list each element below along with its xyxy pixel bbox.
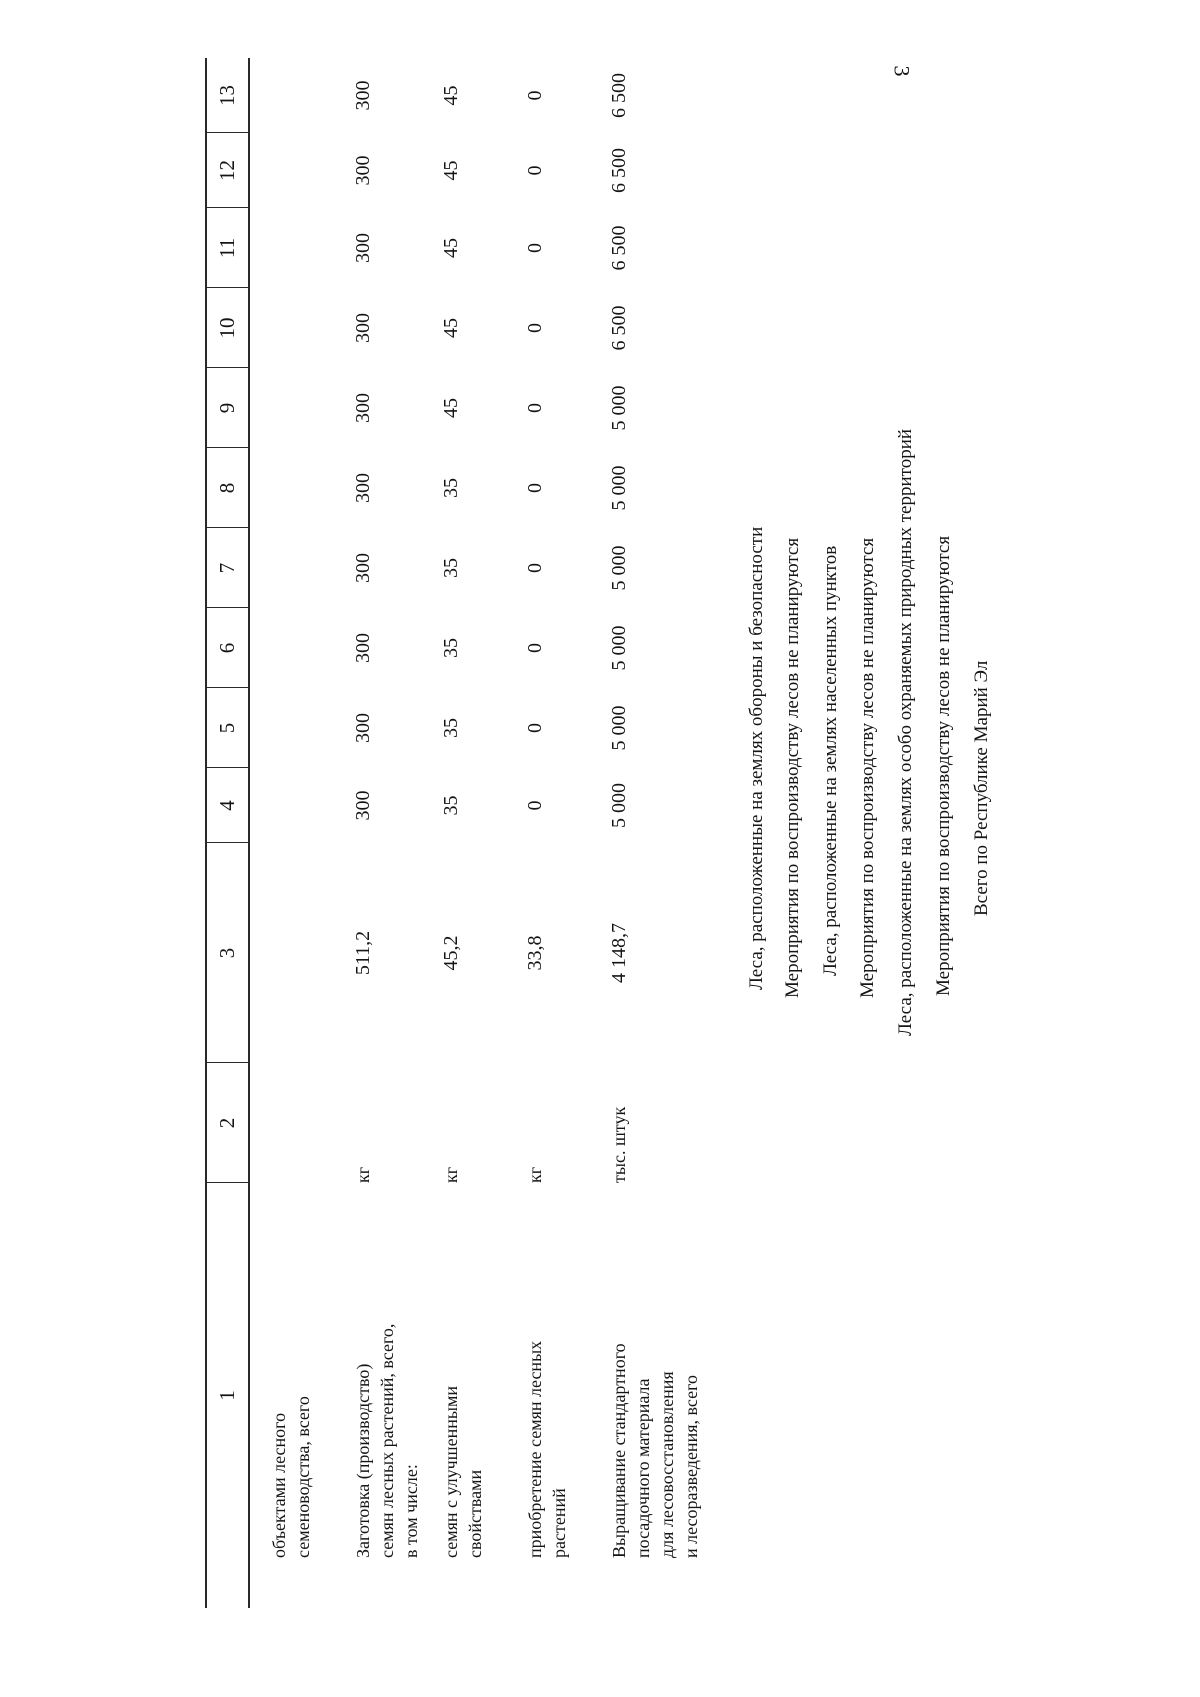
cell-value: 35 (440, 478, 462, 498)
cell-value: 300 (352, 473, 374, 503)
row-name-line: для лесовосстановления (657, 1371, 677, 1558)
row-unit: кг (353, 1166, 373, 1183)
cell-value: 35 (440, 638, 462, 658)
rotated-landscape-content (205, 58, 1025, 1608)
cell-value: 5 000 (608, 705, 630, 751)
note-text: Мероприятия по воспроизводству лесов не планируются (782, 537, 803, 998)
cell-value: 6 500 (608, 305, 630, 351)
cell-value: 5 000 (608, 625, 630, 671)
cell-value: 0 (524, 723, 546, 733)
row-name-line: семян с улучшенными (441, 1386, 461, 1558)
row-name (439, 1288, 487, 1558)
note-text: Мероприятия по воспроизводству лесов не планируются (933, 535, 954, 996)
cell-value: 5 000 (608, 385, 630, 431)
note-total: Всего по Республике Марий Эл (971, 660, 992, 916)
row-name-line: объектами лесного (269, 1412, 289, 1558)
cell-value: 0 (524, 563, 546, 573)
note-text: Мероприятия по воспроизводству лесов не планируются (857, 537, 878, 998)
cell-value: 35 (440, 795, 462, 816)
cell-value: 5 000 (608, 465, 630, 511)
column-header: 6 (214, 642, 239, 654)
cell-value: 300 (352, 80, 374, 111)
cell-value: 6 500 (608, 148, 630, 193)
column-header: 7 (214, 562, 239, 574)
cell-value: 0 (524, 643, 546, 653)
cell-value: 6 500 (608, 73, 630, 118)
cell-value: 300 (352, 553, 374, 583)
note-heading: Леса, расположенные на землях особо охраняемых природных территорий (895, 428, 916, 1036)
note-heading: Леса, расположенные на землях населенных пунктов (820, 545, 841, 976)
cell-value: 300 (352, 155, 374, 186)
cell-value: 300 (352, 233, 374, 263)
row-unit: тыс. штук (609, 1106, 629, 1183)
table-header-rule (248, 58, 250, 1608)
cell-value: 0 (524, 243, 546, 253)
column-header: 2 (214, 1117, 239, 1129)
row-name-line: и лесоразведения, всего (681, 1374, 701, 1558)
cell-value: 0 (524, 483, 546, 493)
row-name-line: свойствами (465, 1469, 485, 1558)
note-heading: Леса, расположенные на землях обороны и безопасности (746, 526, 767, 990)
data-table (205, 58, 992, 1608)
row-name-line: семеноводства, всего (293, 1396, 313, 1558)
cell-value: 300 (352, 393, 374, 423)
cell-value: 45,2 (440, 935, 462, 971)
cell-value: 5 000 (608, 783, 630, 828)
cell-value: 33,8 (524, 935, 546, 971)
cell-value: 300 (352, 790, 374, 821)
row-name-line: Выращивание стандартного (609, 1343, 629, 1558)
row-unit: кг (441, 1166, 461, 1183)
cell-value: 5 000 (608, 545, 630, 591)
cell-value: 6 500 (608, 225, 630, 271)
column-header: 5 (214, 722, 239, 734)
cell-value: 45 (440, 85, 462, 106)
row-name-line: семян лесных растений, всего, (377, 1323, 397, 1558)
cell-value: 0 (524, 165, 546, 176)
column-header: 11 (214, 237, 239, 259)
cell-value: 0 (524, 800, 546, 811)
cell-value: 45 (440, 160, 462, 181)
table-top-rule (205, 58, 207, 1608)
cell-value: 35 (440, 558, 462, 578)
cell-value: 0 (524, 90, 546, 101)
column-header: 4 (214, 800, 239, 811)
cell-value: 300 (352, 633, 374, 663)
column-header: 1 (214, 1390, 239, 1401)
row-name (607, 1288, 703, 1558)
cell-value: 45 (440, 238, 462, 258)
column-header: 10 (214, 317, 239, 339)
column-header: 12 (214, 160, 239, 181)
row-name (351, 1288, 423, 1558)
column-header: 9 (214, 402, 239, 414)
row-name (267, 1288, 315, 1558)
row-name-line: растений (549, 1488, 569, 1558)
cell-value: 45 (440, 318, 462, 338)
column-header: 8 (214, 482, 239, 494)
page-number: 3 (889, 65, 915, 77)
column-header: 3 (214, 947, 239, 959)
cell-value: 300 (352, 313, 374, 343)
row-name-line: в том числе: (401, 1464, 421, 1558)
column-header: 13 (214, 85, 239, 106)
cell-value: 45 (440, 398, 462, 418)
cell-value: 35 (440, 718, 462, 738)
cell-value: 0 (524, 403, 546, 413)
cell-value: 4 148,7 (608, 923, 630, 983)
row-name (523, 1288, 571, 1558)
cell-value: 300 (352, 713, 374, 743)
row-name-line: посадочного материала (633, 1378, 653, 1558)
row-name-line: Заготовка (производство) (353, 1363, 373, 1558)
row-unit: кг (525, 1166, 545, 1183)
row-name-line: приобретение семян лесных (525, 1340, 545, 1558)
cell-value: 0 (524, 323, 546, 333)
cell-value: 511,2 (352, 930, 374, 976)
